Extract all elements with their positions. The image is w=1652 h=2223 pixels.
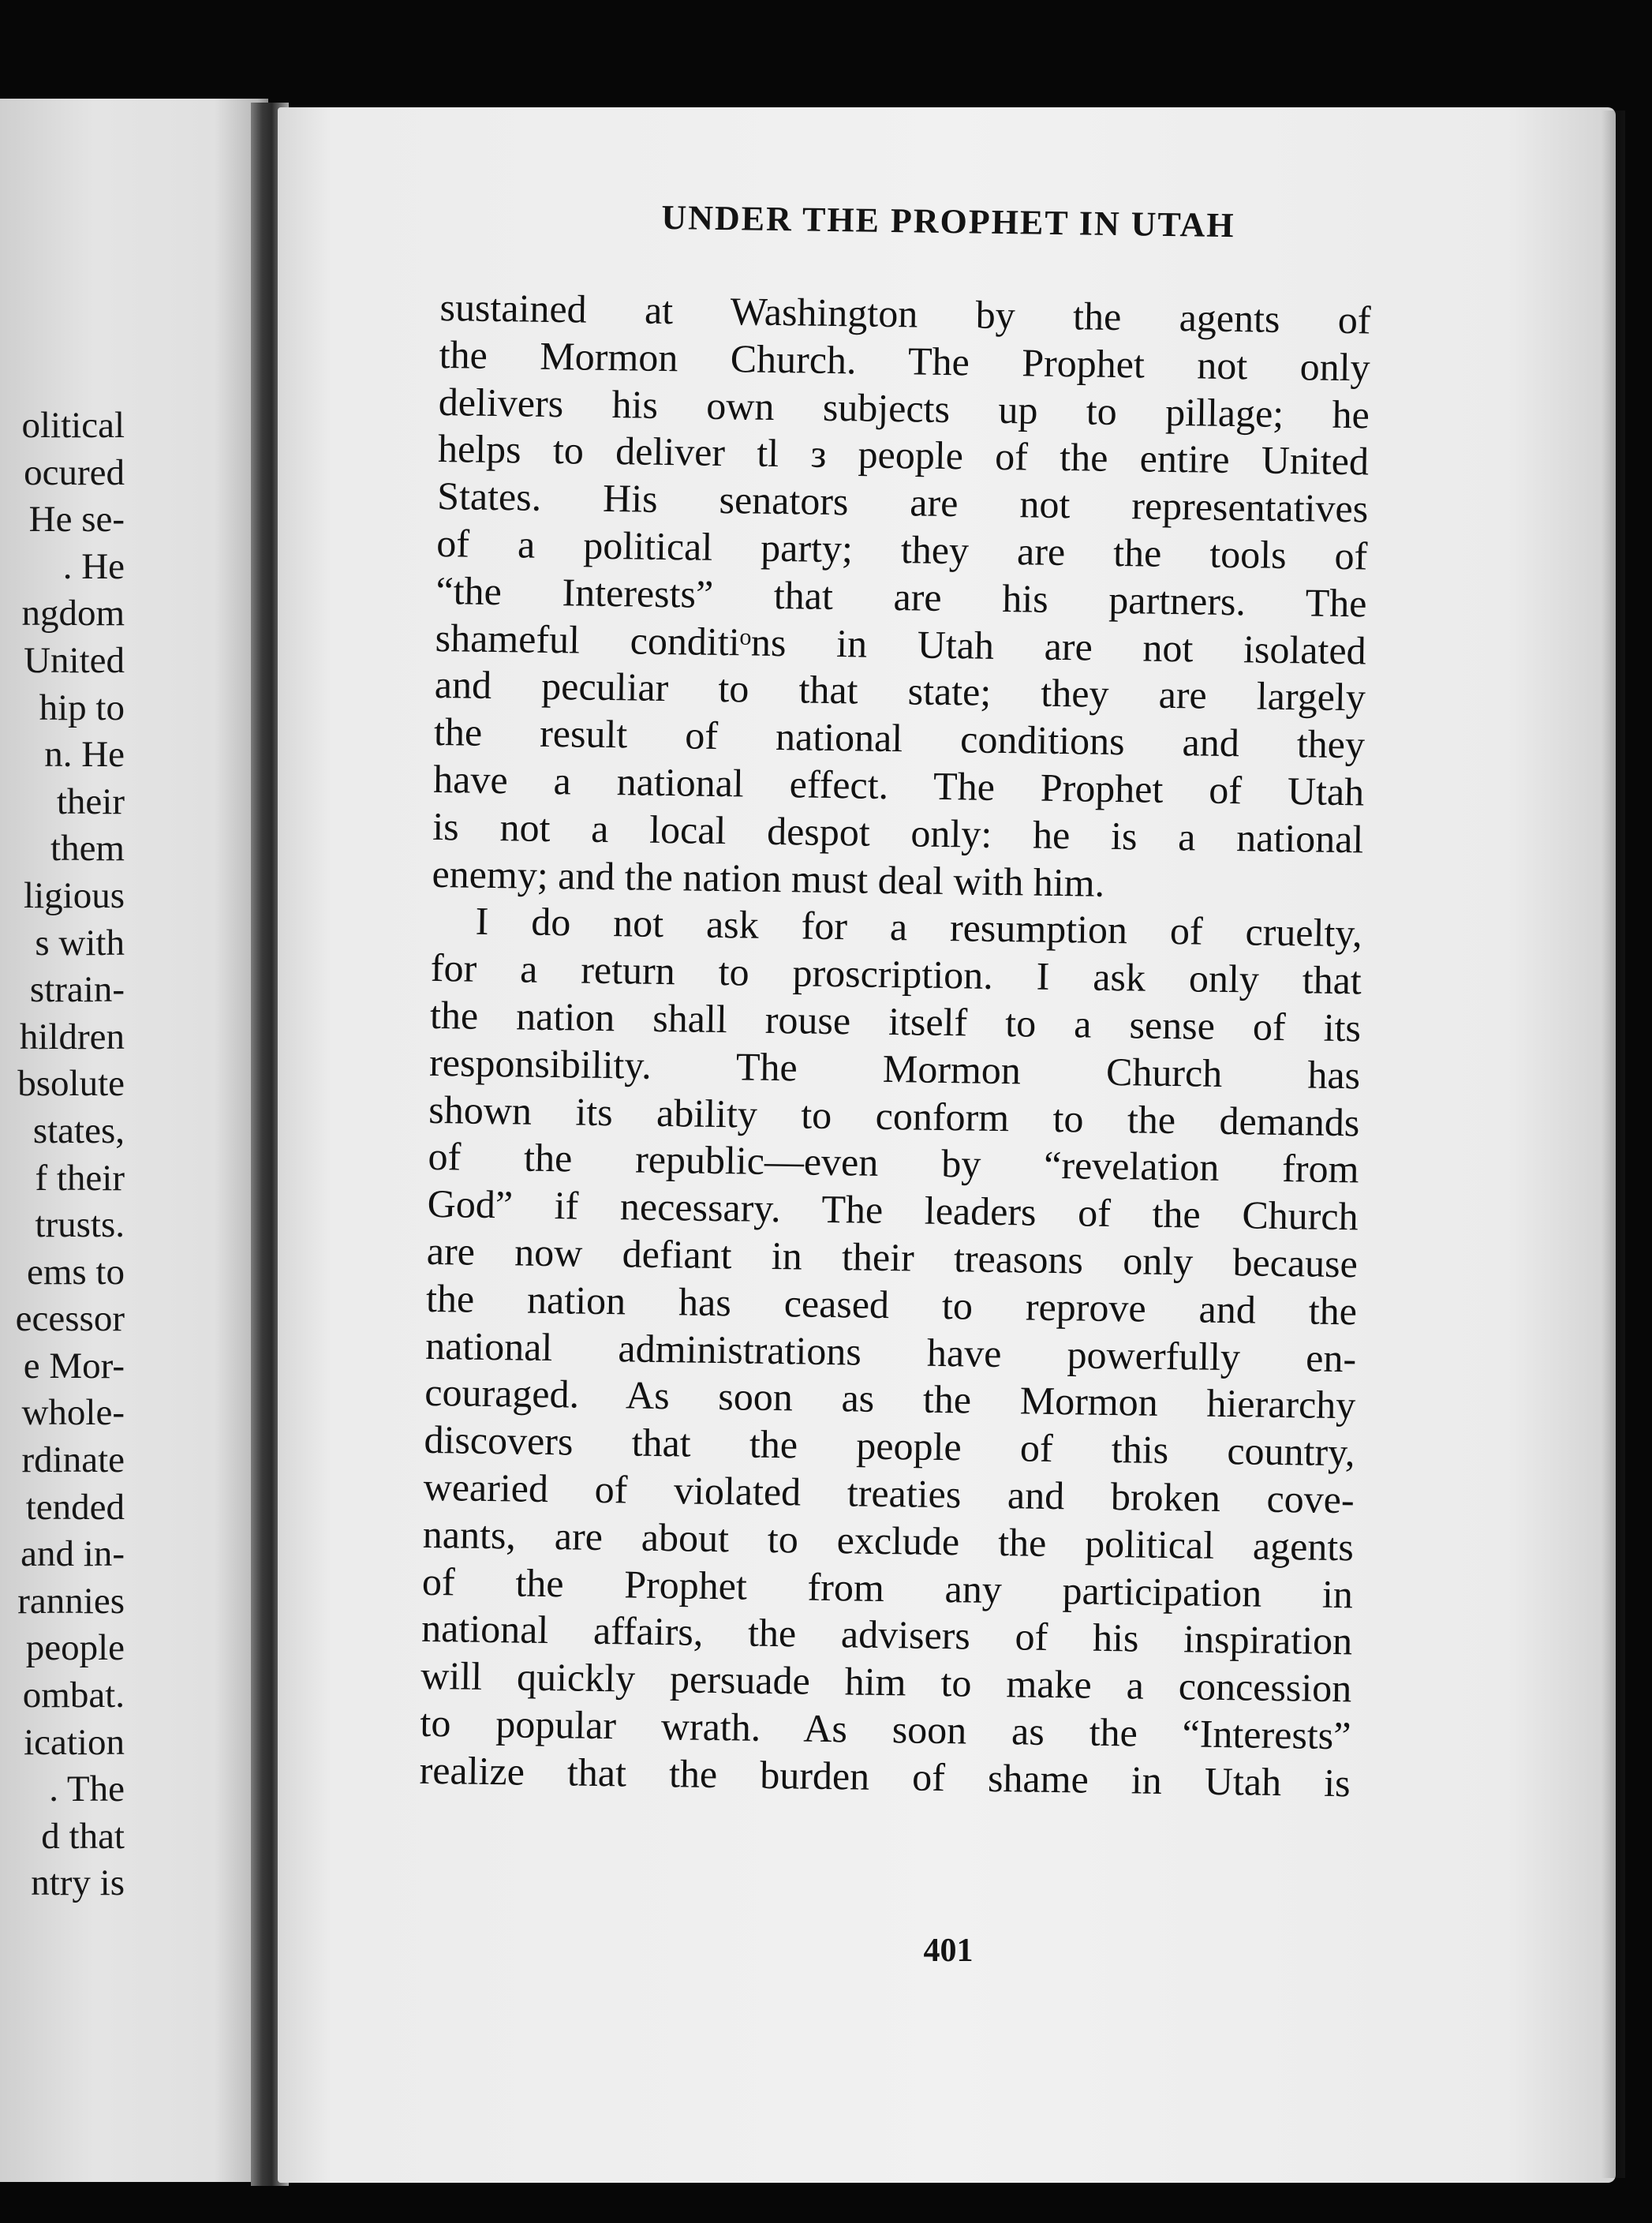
left-page-line: trusts. [35,1204,125,1246]
left-page-line: rannies [17,1580,125,1622]
page-number: 401 [923,1933,974,1969]
left-page-line: ication [24,1721,125,1763]
text-line: the result of national conditions and they [433,709,1366,767]
left-page-line: . He [62,545,125,587]
text-line: national administrations have powerfully en- [424,1323,1357,1380]
left-page-line: their [56,780,125,822]
text-line: enemy; and the nation must deal with him. [432,851,1105,905]
running-head: UNDER THE PROPHET IN UTAH [661,197,1235,245]
left-page-line: strain- [29,969,125,1011]
text-line: will quickly persuade him to make a concession [420,1652,1352,1711]
left-page-line: them [50,828,125,870]
text-line: I do not ask for a resumption of cruelty, [475,899,1363,956]
left-page-line: ngdom [21,593,125,634]
text-line: discovers that the people of this country, [424,1417,1355,1475]
text-line: of a political party; they are the tools of [436,520,1368,578]
text-line: helps to deliver tl з people of the entire United [437,426,1370,484]
text-line: national affairs, the advisers of his inspiration [420,1606,1353,1664]
text-line: the nation has ceased to reprove and the [425,1275,1358,1334]
text-line: have a national effect. The Prophet of Utah [432,756,1365,814]
text-line: shameful conditiᵒns in Utah are not isolated [435,615,1367,673]
left-page-line: and in- [21,1533,125,1575]
left-page-line: rdinate [21,1439,125,1481]
text-line: the nation shall rouse itself to a sense of its [429,992,1362,1050]
text-line: wearied of violated treaties and broken cove- [423,1464,1355,1522]
text-line: God” if necessary. The leaders of the Church [427,1181,1359,1239]
left-page-line: ligious [24,874,125,916]
page-edge-shadow [1602,110,1625,2178]
text-line: the Mormon Church. The Prophet not only [439,331,1371,390]
left-page-line: ombat. [22,1675,125,1716]
left-page-line: hip to [39,687,125,728]
left-page-line: . The [49,1768,125,1810]
text-line: couraged. As soon as the Mormon hierarchy [424,1370,1356,1428]
paragraph [419,897,1362,1807]
text-line: of the Prophet from any participation in [421,1559,1354,1616]
left-page-line: d that [41,1815,125,1857]
left-page-line: olitical [21,405,125,446]
left-page-line: n. He [44,734,125,776]
left-page-line: f their [35,1157,125,1199]
text-line: delivers his own subjects up to pillage; he [438,379,1370,437]
text-line: shown its ability to conform to the demands [428,1087,1360,1144]
left-page-line: ocured [24,451,125,493]
left-page-line: United [24,639,125,681]
paragraph [432,284,1371,911]
left-page-line: ntry is [31,1862,125,1904]
text-line: of the republic—even by “revelation from [428,1134,1359,1192]
left-page-text-fragments [0,402,125,1907]
text-line: and peculiar to that state; they are largely [434,662,1366,720]
left-page-line: ems to [26,1251,125,1293]
left-page-line: tended [25,1486,125,1528]
left-page-line: states, [32,1110,125,1151]
left-page-line: whole- [21,1392,125,1434]
text-line: “the Interests” that are his partners. The [435,567,1367,626]
text-line: realize that the burden of shame in Utah is [419,1747,1351,1805]
left-page-line: He se- [28,499,125,541]
text-line: is not a local despot only: he is a national [432,803,1364,862]
text-line: are now defiant in their treasons only because [426,1228,1359,1286]
left-page-line: hildren [19,1016,125,1057]
text-line: sustained at Washington by the agents of [439,284,1371,342]
left-page-line: e Mor- [23,1345,125,1387]
text-line: States. His senators are not representatives [436,473,1369,531]
text-line: to popular wrath. As soon as the “Interests” [420,1700,1351,1758]
left-page-line: ecessor [15,1298,125,1340]
left-facing-page [0,99,268,2182]
left-page-line: s with [35,922,125,964]
body-text [419,284,1371,1807]
text-line: for a return to proscription. I ask only that [430,945,1362,1003]
left-page-line: bsolute [17,1063,125,1105]
left-page-line: people [25,1627,125,1669]
text-line: responsibility. The Mormon Church has [428,1039,1361,1098]
text-line: nants, are about to exclude the political agents [422,1511,1355,1570]
